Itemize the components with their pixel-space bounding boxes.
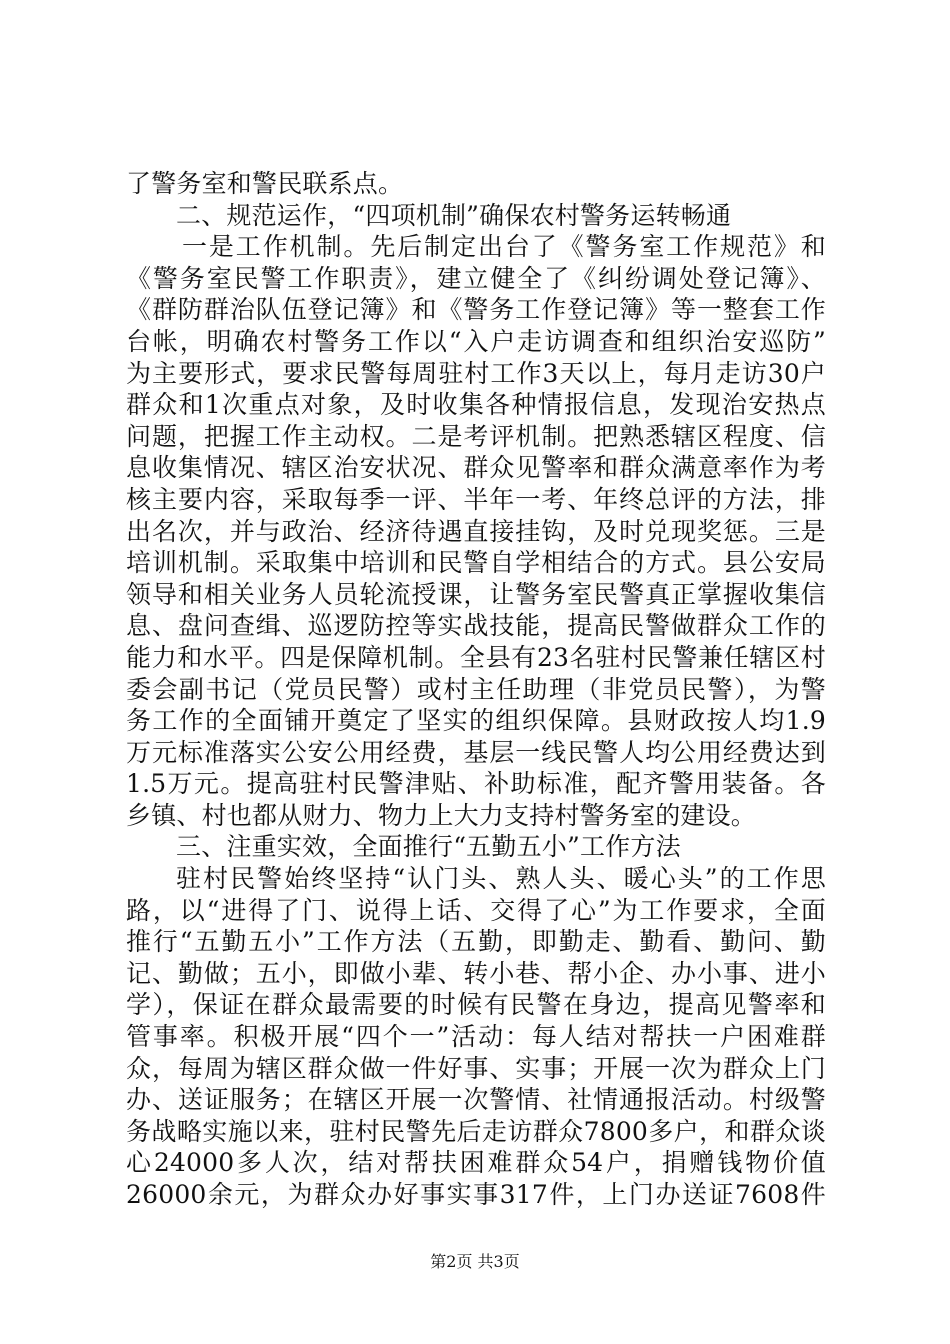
text-line: 推行“五勤五小”工作方法（五勤，即勤走、勤看、勤问、勤 <box>126 927 826 957</box>
text-line: 务战略实施以来，驻村民警先后走访群众7800多户，和群众谈 <box>126 1116 826 1146</box>
text-line: 台帐，明确农村警务工作以“入户走访调查和组织治安巡防” <box>126 326 826 356</box>
text-line: 核主要内容，采取每季一评、半年一考、年终总评的方法，排 <box>126 484 826 514</box>
text-line: 学），保证在群众最需要的时候有民警在身边，提高见警率和 <box>126 990 826 1020</box>
text-line: 出名次，并与政治、经济待遇直接挂钩，及时兑现奖惩。三是 <box>126 516 826 546</box>
text-line: 管事率。积极开展“四个一”活动：每人结对帮扶一户困难群 <box>126 1022 826 1052</box>
text-line: 万元标准落实公安公用经费，基层一线民警人均公用经费达到 <box>126 737 826 767</box>
text-line: 路，以“进得了门、说得上话、交得了心”为工作要求，全面 <box>126 895 826 925</box>
text-line: 办、送证服务；在辖区开展一次警情、社情通报活动。村级警 <box>126 1085 826 1115</box>
text-line: 培训机制。采取集中培训和民警自学相结合的方式。县公安局 <box>126 548 826 578</box>
text-line: 能力和水平。四是保障机制。全县有23名驻村民警兼任辖区村 <box>126 642 826 672</box>
text-line: 众，每周为辖区群众做一件好事、实事；开展一次为群众上门 <box>126 1053 826 1083</box>
text-line: 1.5万元。提高驻村民警津贴、补助标准，配齐警用装备。各 <box>126 769 826 799</box>
section-heading-3: 三、注重实效，全面推行“五勤五小”工作方法 <box>176 832 681 862</box>
text-line: 问题，把握工作主动权。二是考评机制。把熟悉辖区程度、信 <box>126 421 826 451</box>
text-line: 26000余元，为群众办好事实事317件，上门办送证7608件 <box>126 1180 826 1209</box>
section-heading-2: 二、规范运作，“四项机制”确保农村警务运转畅通 <box>176 200 732 230</box>
text-line: 群众和1次重点对象，及时收集各种情报信息，发现治安热点 <box>126 390 826 420</box>
text-line: 《警务室民警工作职责》，建立健全了《纠纷调处登记簿》、 <box>126 263 826 293</box>
document-body <box>126 168 826 1211</box>
page-number-label: 第2页 共3页 <box>430 1252 520 1271</box>
text-line: 息收集情况、辖区治安状况、群众见警率和群众满意率作为考 <box>126 453 826 483</box>
text-line: 为主要形式，要求民警每周驻村工作3天以上，每月走访30户 <box>126 358 826 388</box>
text-line: 息、盘问查缉、巡逻防控等实战技能，提高民警做群众工作的 <box>126 611 826 641</box>
text-line: 一是工作机制。先后制定出台了《警务室工作规范》和 <box>182 232 826 262</box>
text-line: 心24000多人次，结对帮扶困难群众54户，捐赠钱物价值 <box>126 1148 826 1178</box>
text-line: 驻村民警始终坚持“认门头、熟人头、暖心头”的工作思 <box>176 864 826 894</box>
text-line: 务工作的全面铺开奠定了坚实的组织保障。县财政按人均1.9 <box>126 706 826 736</box>
text-line: 记、勤做；五小，即做小辈、转小巷、帮小企、办小事、进小 <box>126 958 826 988</box>
text-line: 乡镇、村也都从财力、物力上大力支持村警务室的建设。 <box>126 800 757 830</box>
text-line: 委会副书记（党员民警）或村主任助理（非党员民警），为警 <box>126 674 826 704</box>
text-line: 《群防群治队伍登记簿》和《警务工作登记簿》等一整套工作 <box>126 295 826 325</box>
text-line: 领导和相关业务人员轮流授课，让警务室民警真正掌握收集信 <box>126 579 826 609</box>
page-footer <box>0 1252 950 1272</box>
text-line: 了警务室和警民联系点。 <box>126 169 404 198</box>
